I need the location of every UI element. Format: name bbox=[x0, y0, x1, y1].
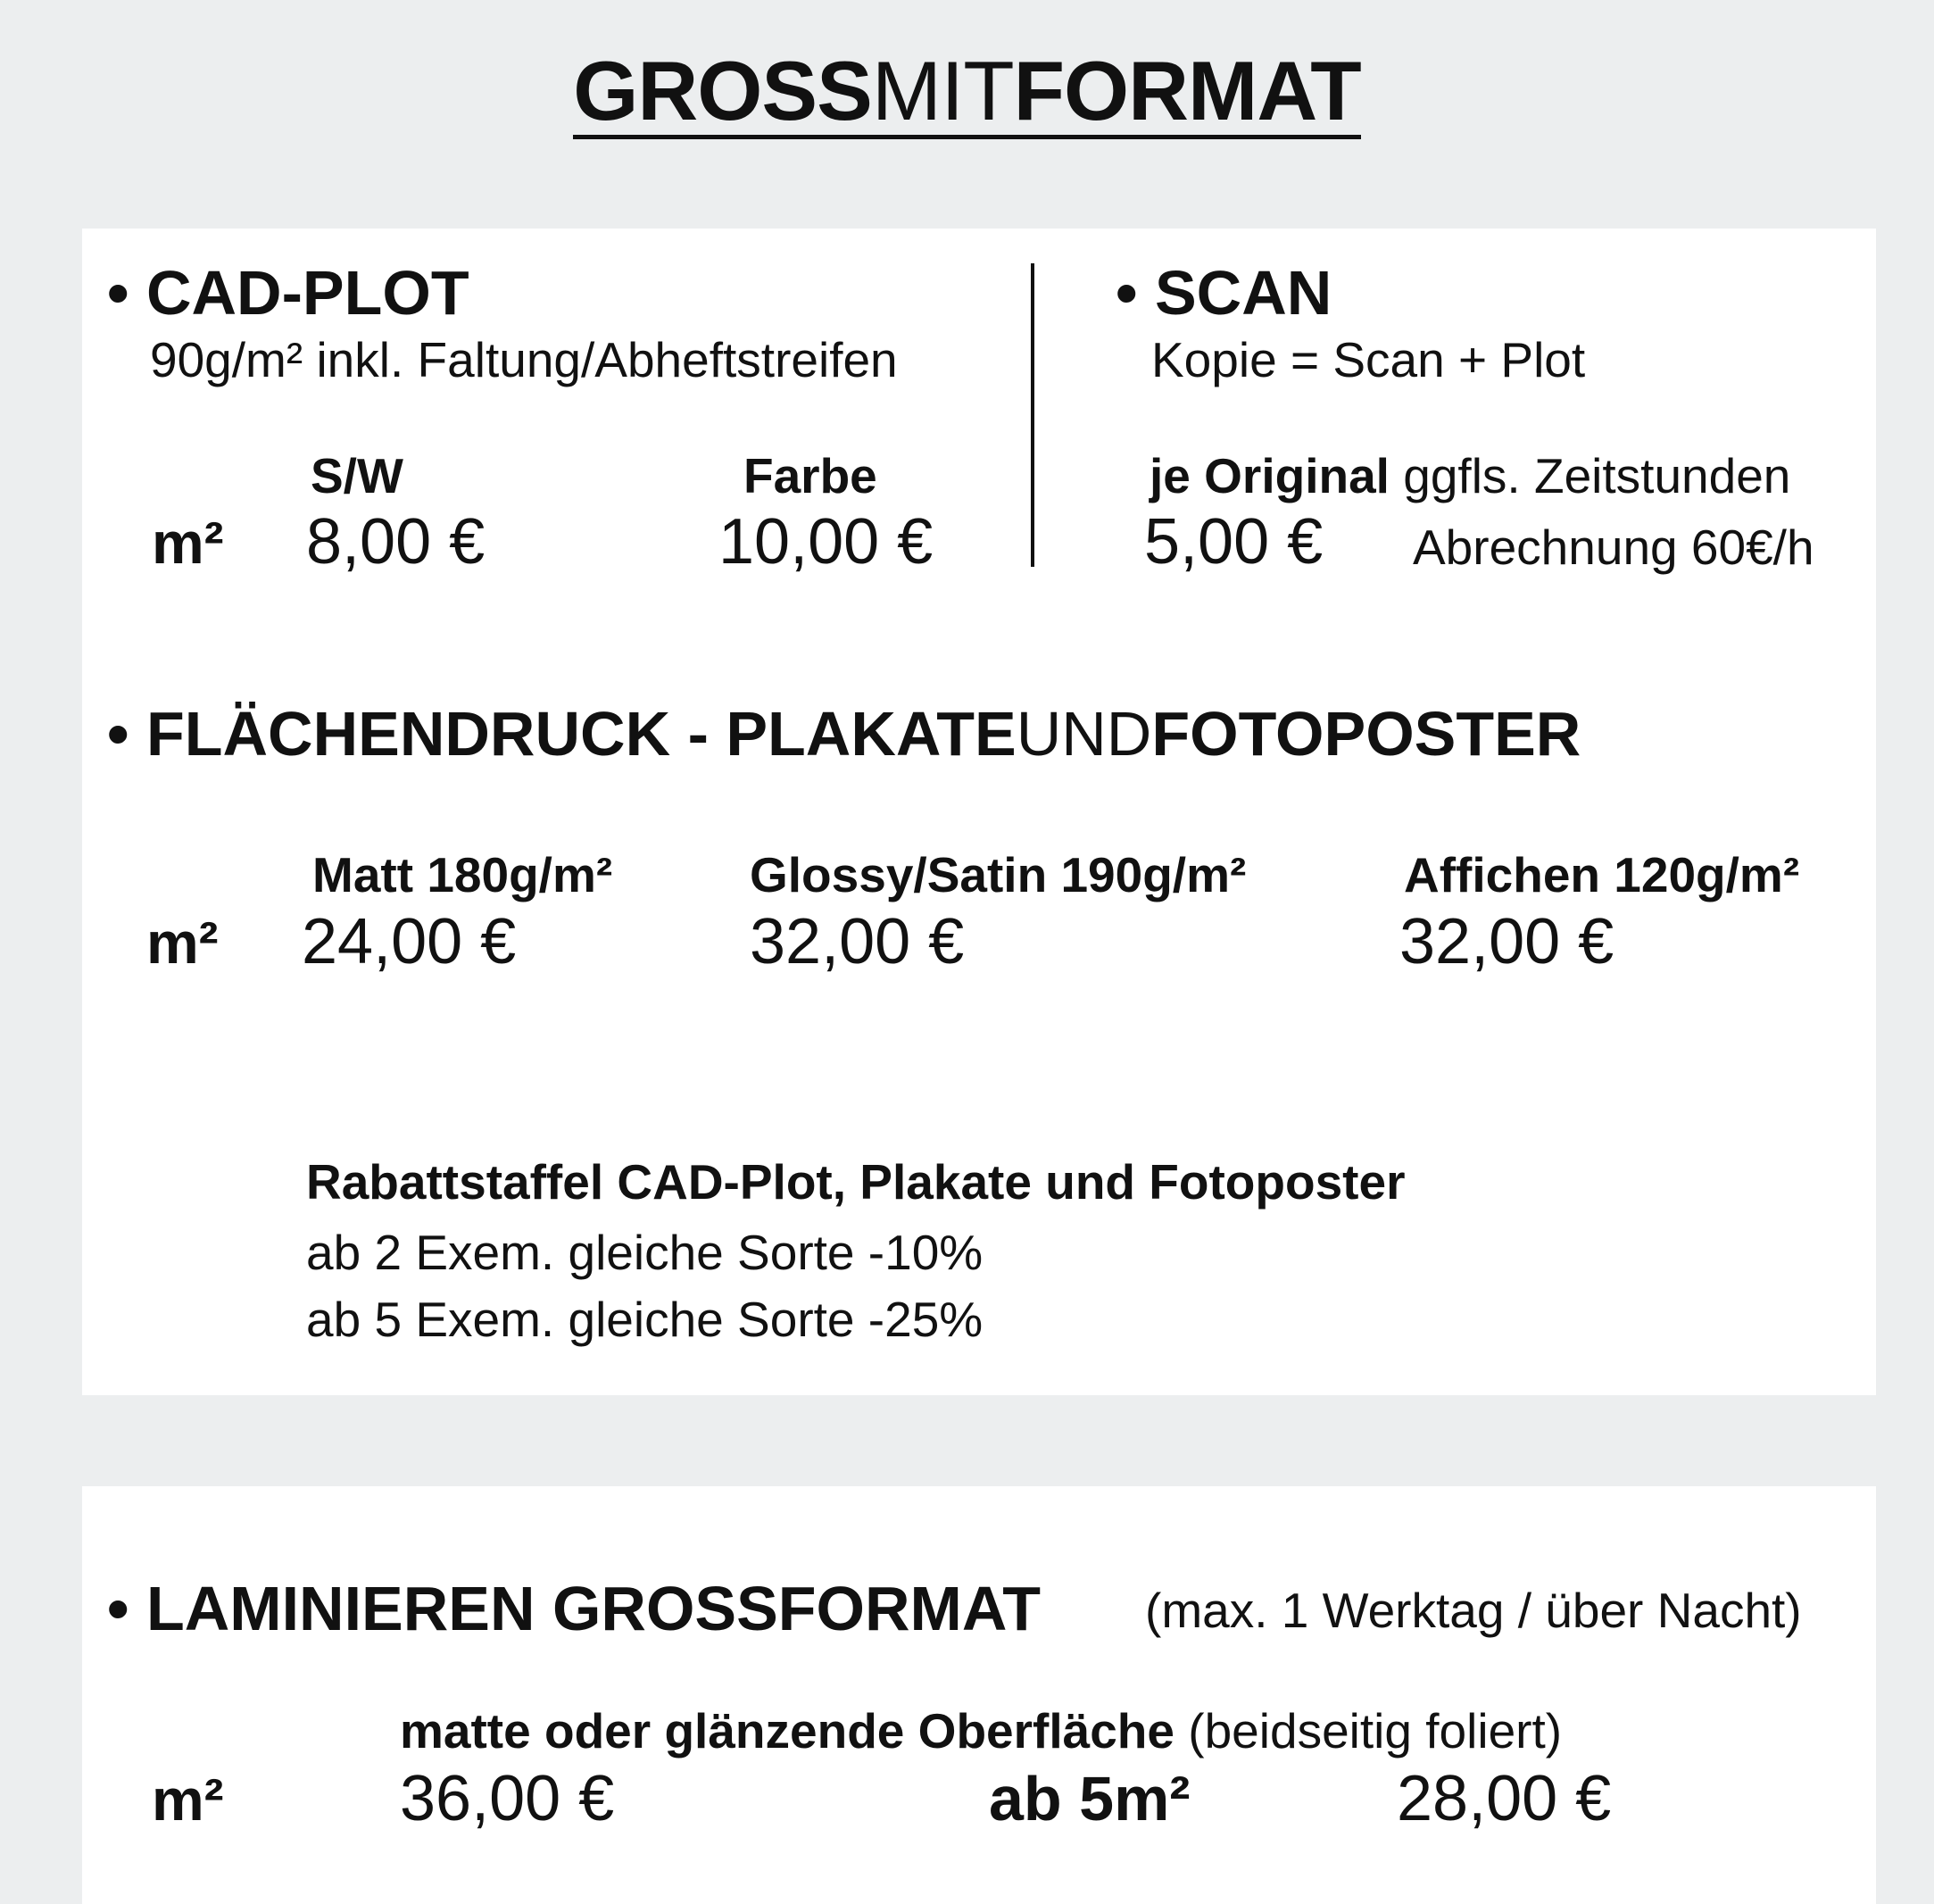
scan-price: 5,00 € bbox=[1144, 506, 1324, 578]
flaechendruck-unit: m² bbox=[146, 910, 219, 976]
flaechendruck-heading bbox=[107, 699, 1581, 769]
affichen-price: 32,00 € bbox=[1399, 906, 1614, 977]
column-divider bbox=[1031, 263, 1034, 567]
rabatt-heading: Rabattstaffel CAD-Plot, Plakate und Fotoposter bbox=[306, 1154, 1406, 1210]
laminieren-label-bold: matte oder glänzende Oberfläche bbox=[400, 1703, 1175, 1758]
cad-plot-farbe-label: Farbe bbox=[743, 448, 877, 503]
laminieren-tier-label: ab 5m² bbox=[989, 1764, 1191, 1833]
cad-plot-unit: m² bbox=[152, 510, 224, 576]
cad-plot-sw-price: 8,00 € bbox=[306, 506, 486, 578]
laminieren-price: 36,00 € bbox=[400, 1763, 615, 1834]
title-part-mit: MIT bbox=[871, 44, 1014, 137]
cad-plot-farbe-price: 10,00 € bbox=[718, 506, 934, 578]
scan-label-bold: je Original bbox=[1150, 448, 1390, 503]
cad-plot-subtitle: 90g/m² inkl. Faltung/Abheftstreifen bbox=[150, 332, 898, 387]
laminieren-label-rest: (beidseitig foliert) bbox=[1175, 1703, 1563, 1758]
flaechendruck-heading-part1: • FLÄCHENDRUCK - PLAKATE bbox=[107, 699, 1017, 769]
laminieren-heading: • LAMINIEREN GROSSFORMAT bbox=[107, 1574, 1041, 1643]
cad-plot-heading: • CAD-PLOT bbox=[107, 258, 469, 328]
scan-billing: Abrechnung 60€/h bbox=[1413, 520, 1814, 575]
scan-label-rest: ggfls. Zeitstunden bbox=[1389, 448, 1791, 503]
page-title bbox=[0, 44, 1934, 139]
matt-price: 24,00 € bbox=[302, 906, 517, 977]
laminieren-unit: m² bbox=[152, 1767, 224, 1833]
title-part-gross: GROSS bbox=[573, 44, 872, 137]
laminieren-note: (max. 1 Werktag / über Nacht) bbox=[1145, 1583, 1802, 1638]
laminieren-label bbox=[400, 1703, 1563, 1758]
rabatt-line-2: ab 5 Exem. gleiche Sorte -25% bbox=[306, 1292, 984, 1347]
rabatt-line-1: ab 2 Exem. gleiche Sorte -10% bbox=[306, 1225, 984, 1280]
laminieren-tier-price: 28,00 € bbox=[1397, 1763, 1612, 1834]
flaechendruck-heading-part3: FOTOPOSTER bbox=[1151, 699, 1581, 769]
scan-heading: • SCAN bbox=[1116, 258, 1332, 328]
title-part-format: FORMAT bbox=[1013, 44, 1361, 137]
flaechendruck-heading-part2: UND bbox=[1016, 699, 1152, 769]
glossy-label: Glossy/Satin 190g/m² bbox=[750, 847, 1247, 902]
glossy-price: 32,00 € bbox=[750, 906, 965, 977]
scan-label bbox=[1150, 448, 1791, 503]
scan-subtitle: Kopie = Scan + Plot bbox=[1151, 332, 1586, 387]
price-panel-main bbox=[82, 229, 1876, 1395]
cad-plot-sw-label: S/W bbox=[311, 448, 403, 503]
matt-label: Matt 180g/m² bbox=[312, 847, 613, 902]
affichen-label: Affichen 120g/m² bbox=[1404, 847, 1800, 902]
price-panel-laminieren bbox=[82, 1486, 1876, 1904]
